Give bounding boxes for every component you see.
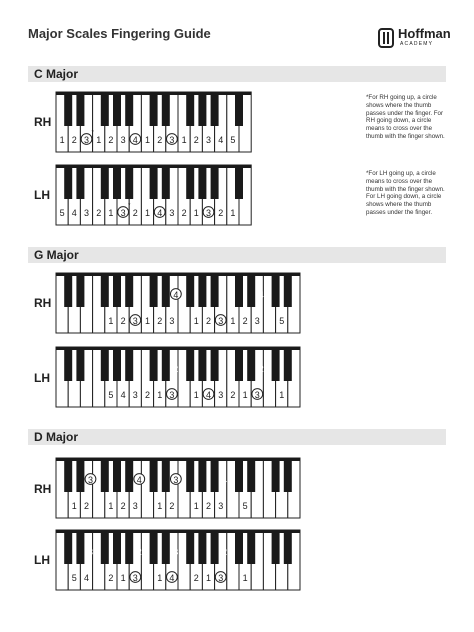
finger-number: 4	[136, 475, 142, 485]
black-key	[186, 92, 194, 126]
finger-number: 2	[71, 135, 77, 145]
asterisk: *	[91, 130, 94, 136]
black-key	[272, 458, 280, 492]
finger-number: 2	[258, 364, 264, 374]
logo-mark-icon	[378, 28, 394, 48]
black-key	[162, 530, 170, 564]
finger-number: 1	[193, 390, 199, 400]
finger-number: 4	[173, 290, 179, 300]
black-key	[125, 273, 133, 307]
black-key	[64, 273, 72, 307]
finger-number: 4	[120, 390, 126, 400]
logo-name: Hoffman	[398, 26, 451, 41]
finger-number: 2	[193, 135, 199, 145]
section-title: G Major	[34, 248, 79, 262]
hand-label-rh: RH	[34, 115, 52, 129]
black-key	[101, 165, 109, 199]
finger-number: 5	[108, 390, 114, 400]
black-key	[198, 458, 206, 492]
black-key	[198, 92, 206, 126]
section-header-g-major	[28, 247, 446, 263]
black-key	[247, 458, 255, 492]
finger-number: 4	[169, 573, 175, 583]
finger-number: 2	[181, 208, 187, 218]
black-key	[211, 530, 219, 564]
finger-number: 1	[144, 208, 151, 218]
black-key	[64, 530, 72, 564]
black-key	[235, 530, 243, 564]
black-key	[235, 92, 243, 126]
black-key	[211, 273, 219, 307]
black-key	[235, 273, 243, 307]
keyboard-d-major-lh	[56, 530, 362, 592]
black-key	[76, 458, 84, 492]
black-key	[235, 347, 243, 381]
black-key	[211, 165, 219, 199]
black-key	[211, 92, 219, 126]
black-key	[64, 92, 72, 126]
black-key	[198, 165, 206, 199]
logo-sub: ACADEMY	[400, 41, 434, 47]
keyboard-top-bar	[56, 273, 300, 276]
keyboard-top-bar	[56, 92, 251, 95]
finger-number: 1	[144, 135, 151, 145]
black-key	[64, 347, 72, 381]
black-key	[76, 92, 84, 126]
finger-number: 1	[71, 501, 77, 511]
finger-number: 3	[254, 316, 260, 326]
black-key	[247, 347, 255, 381]
finger-number: 2	[108, 135, 114, 145]
black-key	[101, 347, 109, 381]
hand-label-rh: RH	[34, 296, 52, 310]
finger-number: 1	[157, 501, 163, 511]
hoffman-academy-logo	[378, 26, 450, 52]
finger-number: 5	[71, 573, 77, 583]
finger-number: 2	[144, 390, 151, 400]
keyboard-top-bar	[56, 530, 300, 533]
black-key	[150, 347, 158, 381]
finger-number: 2	[230, 390, 236, 400]
black-key	[125, 92, 133, 126]
hand-label-rh: RH	[34, 482, 52, 496]
black-key	[284, 530, 292, 564]
finger-number: 4	[222, 475, 228, 485]
finger-number: 2	[193, 573, 199, 583]
finger-number: 3	[132, 390, 138, 400]
hand-label-lh: LH	[34, 371, 50, 385]
keys	[56, 347, 300, 407]
black-key	[150, 530, 158, 564]
rh-fingering-note: *For RH going up, a circle shows where the thumb passes under the finger. For RH going down, a circle means to cross over the thumb with the finger shown.	[366, 94, 445, 140]
black-key	[186, 273, 194, 307]
asterisk: *	[128, 203, 131, 209]
black-key	[113, 347, 121, 381]
finger-number: 5	[59, 208, 65, 218]
finger-number: 2	[120, 501, 126, 511]
finger-number: 1	[242, 573, 248, 583]
keys	[56, 458, 300, 518]
black-key	[186, 458, 194, 492]
finger-number: 2	[136, 547, 142, 557]
finger-number: 1	[144, 316, 151, 326]
black-key	[186, 530, 194, 564]
finger-number: 3	[87, 547, 93, 557]
finger-number: 4	[205, 390, 212, 400]
finger-number: 2	[108, 573, 114, 583]
finger-number: 2	[132, 208, 138, 218]
finger-number: 3	[218, 390, 224, 400]
finger-number: 3	[173, 547, 179, 557]
finger-number: 3	[83, 135, 90, 145]
section-title: C Major	[34, 67, 79, 81]
keyboard-c-major-lh	[56, 165, 362, 227]
finger-number: 1	[279, 390, 285, 400]
black-key	[284, 273, 292, 307]
finger-number: 1	[120, 573, 126, 583]
finger-number: 4	[71, 208, 77, 218]
finger-number: 3	[169, 316, 175, 326]
keys	[56, 530, 300, 590]
black-key	[162, 347, 170, 381]
black-key	[186, 347, 194, 381]
black-key	[235, 165, 243, 199]
black-key	[64, 458, 72, 492]
finger-number: 3	[169, 390, 175, 400]
black-key	[272, 347, 280, 381]
black-key	[76, 347, 84, 381]
black-key	[272, 530, 280, 564]
finger-number: 1	[157, 573, 163, 583]
black-key	[198, 530, 206, 564]
finger-number: 3	[169, 208, 175, 218]
black-key	[113, 92, 121, 126]
black-key	[125, 458, 133, 492]
finger-number: 1	[108, 316, 114, 326]
black-key	[64, 165, 72, 199]
black-key	[211, 458, 219, 492]
finger-number: 1	[157, 390, 163, 400]
black-key	[150, 92, 158, 126]
finger-number: 1	[230, 208, 236, 218]
finger-number: 1	[242, 390, 248, 400]
black-key	[113, 273, 121, 307]
finger-number: 5	[230, 135, 236, 145]
finger-number: 1	[59, 135, 65, 145]
finger-number: 3	[205, 135, 212, 145]
finger-number: 2	[242, 316, 248, 326]
finger-number: 3	[120, 208, 126, 218]
finger-number: 3	[83, 208, 90, 218]
black-key	[186, 165, 194, 199]
black-key	[125, 165, 133, 199]
finger-number: 2	[169, 501, 175, 511]
finger-number: 2	[96, 208, 102, 218]
hand-label-lh: LH	[34, 553, 50, 567]
finger-number: 3	[120, 135, 126, 145]
finger-number: 3	[218, 316, 224, 326]
finger-number: 4	[218, 135, 224, 145]
keyboard-c-major-rh	[56, 92, 362, 154]
black-key	[211, 347, 219, 381]
finger-number: 3	[87, 475, 93, 485]
section-header-c-major	[28, 66, 446, 82]
finger-number: 2	[218, 208, 224, 218]
finger-number: 2	[205, 316, 212, 326]
black-key	[162, 273, 170, 307]
keyboard-top-bar	[56, 165, 251, 168]
page-title: Major Scales Fingering Guide	[28, 26, 211, 41]
black-key	[125, 347, 133, 381]
black-key	[284, 347, 292, 381]
keyboard-g-major-rh	[56, 273, 362, 335]
finger-number: 4	[132, 135, 138, 145]
black-key	[150, 273, 158, 307]
black-key	[162, 165, 170, 199]
black-key	[76, 530, 84, 564]
black-key	[198, 273, 206, 307]
finger-number: 1	[181, 135, 187, 145]
finger-number: 1	[205, 573, 212, 583]
finger-number: 3	[218, 501, 224, 511]
black-key	[125, 530, 133, 564]
black-key	[113, 530, 121, 564]
black-key	[101, 273, 109, 307]
keyboard-top-bar	[56, 347, 300, 350]
finger-number: 1	[193, 208, 199, 218]
keys	[56, 273, 300, 333]
keyboard-g-major-lh	[56, 347, 362, 409]
black-key	[198, 347, 206, 381]
black-key	[162, 458, 170, 492]
black-key	[284, 458, 292, 492]
finger-number: 4	[83, 573, 90, 583]
lh-fingering-note: *For LH going up, a circle means to cross over the thumb with the finger shown. For LH going down, a circle shows where the thumb passes under the finger.	[366, 170, 445, 216]
black-key	[162, 92, 170, 126]
finger-number: 2	[120, 316, 126, 326]
hand-label-lh: LH	[34, 188, 50, 202]
finger-number: 3	[218, 573, 224, 583]
finger-number: 3	[169, 135, 175, 145]
finger-number: 1	[230, 316, 236, 326]
finger-number: 2	[83, 501, 90, 511]
black-key	[247, 530, 255, 564]
finger-number: 1	[96, 135, 102, 145]
black-key	[272, 273, 280, 307]
finger-number: 3	[132, 573, 138, 583]
black-key	[150, 458, 158, 492]
finger-number: 3	[132, 316, 138, 326]
finger-number: 5	[279, 316, 285, 326]
black-key	[113, 458, 121, 492]
finger-number: 2	[157, 135, 163, 145]
black-key	[76, 165, 84, 199]
finger-number: 2	[157, 316, 163, 326]
finger-number: 2	[222, 547, 228, 557]
black-key	[247, 273, 255, 307]
section-header-d-major	[28, 429, 446, 445]
keyboard-d-major-rh	[56, 458, 362, 520]
finger-number: 3	[173, 475, 179, 485]
finger-number: 3	[132, 501, 138, 511]
section-title: D Major	[34, 430, 79, 444]
finger-number: 3	[254, 390, 260, 400]
finger-number: 3	[205, 208, 212, 218]
keyboard-top-bar	[56, 458, 300, 461]
black-key	[113, 165, 121, 199]
black-key	[150, 165, 158, 199]
finger-number: 4	[157, 208, 163, 218]
finger-number: 1	[108, 208, 114, 218]
finger-number: 1	[193, 316, 199, 326]
black-key	[235, 458, 243, 492]
finger-number: 2	[173, 364, 179, 374]
finger-number: 5	[242, 501, 248, 511]
black-key	[101, 530, 109, 564]
finger-number: 4	[258, 290, 264, 300]
black-key	[101, 458, 109, 492]
black-key	[101, 92, 109, 126]
black-key	[76, 273, 84, 307]
finger-number: 1	[193, 501, 199, 511]
finger-number: 1	[108, 501, 114, 511]
finger-number: 2	[205, 501, 212, 511]
